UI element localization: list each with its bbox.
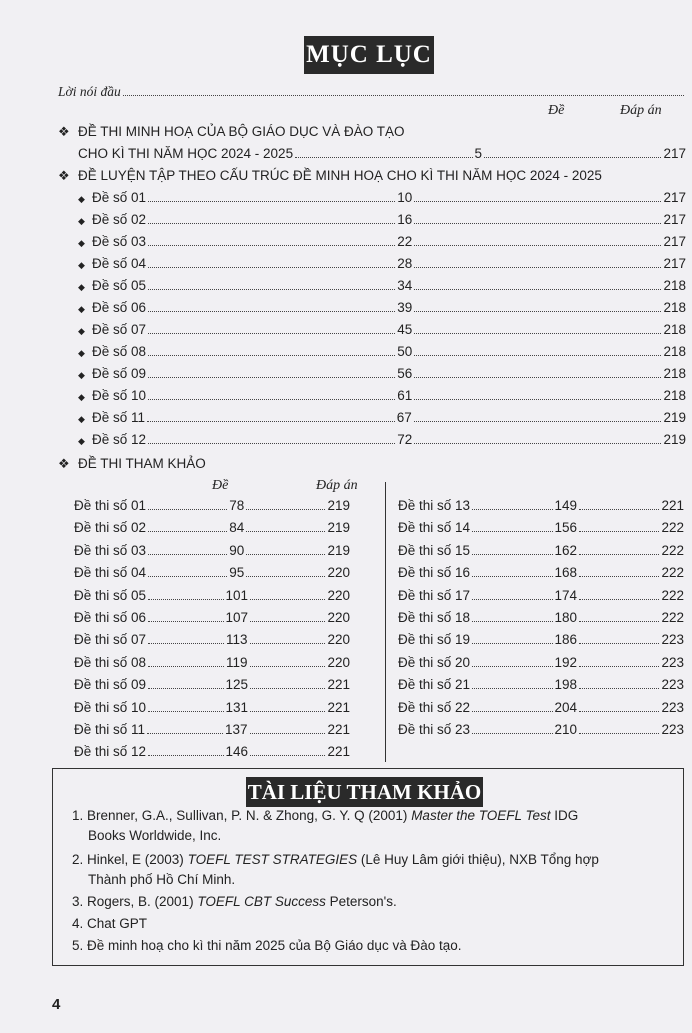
item-page: 149 bbox=[554, 498, 578, 513]
section2-item bbox=[78, 234, 686, 249]
section3-item bbox=[74, 722, 350, 737]
leader-dots bbox=[579, 531, 659, 532]
item-label: Đề số 02 bbox=[92, 212, 147, 227]
leader-dots bbox=[414, 245, 661, 246]
leader-dots bbox=[148, 289, 395, 290]
item-label: Đề số 12 bbox=[92, 432, 147, 447]
item-answer: 218 bbox=[663, 366, 687, 381]
section3-item bbox=[398, 565, 684, 580]
item-answer: 219 bbox=[327, 498, 351, 513]
bullet-icon: ◆ bbox=[78, 392, 85, 402]
item-label: Đề số 06 bbox=[92, 300, 147, 315]
leader-dots bbox=[579, 576, 659, 577]
leader-dots bbox=[148, 531, 227, 532]
item-label: Đề số 05 bbox=[92, 278, 147, 293]
column-header-de: Đề bbox=[548, 103, 565, 118]
leader-dots bbox=[472, 554, 552, 555]
leader-dots bbox=[148, 509, 227, 510]
section2-item bbox=[78, 410, 686, 425]
section1-subtitle: CHO KÌ THI NĂM HỌC 2024 - 2025 bbox=[78, 146, 294, 161]
leader-dots bbox=[123, 95, 684, 96]
diamond-star-icon: ❖ bbox=[58, 168, 70, 183]
leader-dots bbox=[250, 621, 325, 622]
item-page: 16 bbox=[397, 212, 413, 227]
item-label: Đề số 08 bbox=[92, 344, 147, 359]
item-answer: 223 bbox=[661, 632, 685, 648]
item-label: Đề thi số 13 bbox=[398, 498, 471, 513]
leader-dots bbox=[472, 576, 552, 577]
section1-answer: 217 bbox=[663, 146, 686, 161]
leader-dots bbox=[414, 355, 661, 356]
item-label: Đề thi số 01 bbox=[74, 498, 147, 513]
item-page: 39 bbox=[397, 300, 413, 315]
section3-item bbox=[398, 700, 684, 715]
leader-dots bbox=[148, 554, 227, 555]
item-page: 101 bbox=[225, 587, 249, 603]
bullet-icon: ◆ bbox=[78, 216, 85, 226]
item-answer: 223 bbox=[661, 722, 685, 737]
bullet-icon: ◆ bbox=[78, 414, 85, 424]
bullet-icon: ◆ bbox=[78, 348, 85, 358]
item-label: Đề thi số 03 bbox=[74, 542, 147, 558]
leader-dots bbox=[246, 509, 325, 510]
item-label: Đề thi số 15 bbox=[398, 542, 471, 558]
item-label: Đề thi số 23 bbox=[398, 722, 471, 737]
item-label: Đề thi số 18 bbox=[398, 610, 471, 625]
item-page: 113 bbox=[226, 632, 248, 648]
column-header-dapan: Đáp án bbox=[620, 103, 662, 118]
item-label: Đề số 04 bbox=[92, 256, 147, 271]
item-label: Đề thi số 07 bbox=[74, 632, 147, 648]
section3-item bbox=[398, 632, 684, 647]
leader-dots bbox=[250, 733, 326, 734]
leader-dots bbox=[250, 643, 326, 644]
item-answer: 220 bbox=[327, 632, 351, 648]
item-answer: 220 bbox=[327, 587, 351, 603]
leader-dots bbox=[472, 733, 552, 734]
leader-dots bbox=[414, 311, 661, 312]
page-number: 4 bbox=[52, 996, 61, 1013]
leader-dots bbox=[250, 711, 325, 712]
item-answer: 218 bbox=[663, 322, 687, 337]
preface-row bbox=[58, 84, 686, 100]
item-answer: 222 bbox=[661, 587, 685, 603]
section2-item bbox=[78, 388, 686, 403]
leader-dots bbox=[148, 599, 223, 600]
leader-dots bbox=[414, 421, 662, 422]
leader-dots bbox=[472, 509, 552, 510]
leader-dots bbox=[148, 311, 395, 312]
item-page: 67 bbox=[396, 410, 412, 425]
leader-dots bbox=[246, 531, 325, 532]
item-page: 210 bbox=[554, 722, 578, 737]
section3-header-dapan: Đáp án bbox=[316, 478, 358, 493]
item-answer: 221 bbox=[327, 744, 351, 760]
item-page: 131 bbox=[225, 699, 249, 715]
item-page: 22 bbox=[397, 234, 413, 249]
item-page: 34 bbox=[397, 278, 413, 293]
bullet-icon: ◆ bbox=[78, 194, 85, 204]
leader-dots bbox=[295, 157, 472, 158]
section3-item bbox=[74, 677, 350, 692]
leader-dots bbox=[148, 399, 395, 400]
item-answer: 222 bbox=[661, 542, 685, 558]
item-answer: 220 bbox=[327, 565, 351, 581]
leader-dots bbox=[414, 377, 661, 378]
item-answer: 221 bbox=[327, 699, 351, 715]
item-page: 137 bbox=[225, 722, 248, 737]
leader-dots bbox=[472, 711, 552, 712]
section2-title: ĐỀ LUYỆN TẬP THEO CẤU TRÚC ĐỀ MINH HOẠ CHO KÌ THI NĂM HỌC 2024 - 2025 bbox=[78, 168, 602, 183]
column-divider bbox=[385, 482, 386, 762]
item-page: 162 bbox=[554, 542, 578, 558]
item-label: Đề thi số 11 bbox=[74, 722, 146, 737]
section1-heading bbox=[58, 124, 405, 140]
section3-item bbox=[74, 498, 350, 513]
bullet-icon: ◆ bbox=[78, 370, 85, 380]
leader-dots bbox=[148, 267, 395, 268]
leader-dots bbox=[484, 157, 661, 158]
leader-dots bbox=[148, 688, 223, 689]
item-label: Đề thi số 19 bbox=[398, 632, 471, 648]
item-label: Đề thi số 04 bbox=[74, 565, 147, 581]
section3-item bbox=[74, 610, 350, 625]
leader-dots bbox=[414, 223, 661, 224]
leader-dots bbox=[472, 621, 552, 622]
item-answer: 220 bbox=[327, 610, 351, 625]
item-page: 95 bbox=[229, 565, 245, 581]
item-label: Đề thi số 06 bbox=[74, 610, 147, 625]
section3-title: ĐỀ THI THAM KHẢO bbox=[78, 456, 206, 471]
leader-dots bbox=[250, 666, 326, 667]
leader-dots bbox=[250, 688, 325, 689]
leader-dots bbox=[148, 643, 224, 644]
leader-dots bbox=[147, 421, 395, 422]
item-answer: 223 bbox=[661, 654, 685, 670]
item-page: 78 bbox=[229, 498, 245, 513]
item-label: Đề thi số 08 bbox=[74, 654, 147, 670]
item-page: 180 bbox=[554, 610, 578, 625]
item-page: 192 bbox=[554, 654, 578, 670]
section1-row bbox=[78, 146, 686, 161]
leader-dots bbox=[579, 509, 659, 510]
item-label: Đề thi số 05 bbox=[74, 587, 147, 603]
section3-item bbox=[398, 588, 684, 603]
item-answer: 218 bbox=[663, 300, 687, 315]
section3-header-de: Đề bbox=[212, 478, 229, 493]
leader-dots bbox=[414, 267, 661, 268]
item-page: 125 bbox=[225, 677, 249, 693]
item-page: 90 bbox=[229, 542, 245, 558]
item-answer: 222 bbox=[661, 610, 685, 625]
item-page: 168 bbox=[554, 565, 578, 581]
section3-item bbox=[74, 565, 350, 580]
bullet-icon: ◆ bbox=[78, 238, 85, 248]
section2-item bbox=[78, 278, 686, 293]
section3-item bbox=[398, 677, 684, 692]
item-label: Đề thi số 02 bbox=[74, 520, 147, 536]
leader-dots bbox=[148, 201, 395, 202]
item-answer: 223 bbox=[661, 699, 685, 715]
section3-item bbox=[398, 655, 684, 670]
item-page: 174 bbox=[554, 587, 578, 603]
leader-dots bbox=[148, 443, 395, 444]
item-label: Đề số 01 bbox=[92, 190, 147, 205]
leader-dots bbox=[579, 688, 659, 689]
leader-dots bbox=[148, 711, 223, 712]
item-label: Đề số 07 bbox=[92, 322, 147, 337]
section2-item bbox=[78, 322, 686, 337]
bullet-icon: ◆ bbox=[78, 304, 85, 314]
item-answer: 218 bbox=[663, 388, 687, 403]
item-page: 50 bbox=[397, 344, 413, 359]
leader-dots bbox=[472, 666, 552, 667]
item-label: Đề số 10 bbox=[92, 388, 147, 403]
item-label: Đề thi số 10 bbox=[74, 699, 147, 715]
section3-item bbox=[398, 543, 684, 558]
leader-dots bbox=[148, 666, 224, 667]
item-page: 186 bbox=[554, 632, 578, 648]
leader-dots bbox=[148, 621, 223, 622]
leader-dots bbox=[246, 576, 325, 577]
item-answer: 217 bbox=[663, 234, 687, 249]
leader-dots bbox=[148, 245, 395, 246]
reference-5: 5. Đề minh hoạ cho kì thi năm 2025 của Bộ Giáo dục và Đào tạo. bbox=[72, 938, 462, 953]
leader-dots bbox=[579, 711, 659, 712]
leader-dots bbox=[579, 666, 659, 667]
leader-dots bbox=[472, 643, 552, 644]
item-page: 10 bbox=[397, 190, 413, 205]
item-answer: 220 bbox=[327, 654, 351, 670]
section3-item bbox=[74, 744, 350, 759]
section2-item bbox=[78, 212, 686, 227]
preface-label: Lời nói đầu bbox=[58, 84, 121, 99]
reference-3: 3. Rogers, B. (2001) TOEFL CBT Success Peterson's. bbox=[72, 894, 397, 909]
section3-item bbox=[74, 655, 350, 670]
diamond-star-icon: ❖ bbox=[58, 456, 70, 471]
leader-dots bbox=[579, 554, 659, 555]
item-answer: 217 bbox=[663, 256, 687, 271]
item-page: 204 bbox=[554, 699, 578, 715]
item-answer: 219 bbox=[327, 542, 351, 558]
item-page: 119 bbox=[226, 654, 248, 670]
leader-dots bbox=[147, 733, 223, 734]
item-page: 146 bbox=[225, 744, 249, 760]
leader-dots bbox=[579, 733, 659, 734]
item-answer: 222 bbox=[661, 565, 685, 581]
section2-item bbox=[78, 300, 686, 315]
section2-item bbox=[78, 256, 686, 271]
section3-heading bbox=[58, 456, 206, 472]
item-label: Đề số 03 bbox=[92, 234, 147, 249]
leader-dots bbox=[414, 201, 661, 202]
item-page: 28 bbox=[397, 256, 413, 271]
item-answer: 221 bbox=[327, 677, 351, 693]
item-label: Đề thi số 16 bbox=[398, 565, 471, 581]
section3-item bbox=[74, 588, 350, 603]
page-title: MỤC LỤC bbox=[304, 36, 434, 74]
leader-dots bbox=[148, 377, 395, 378]
leader-dots bbox=[250, 599, 325, 600]
reference-2: 2. Hinkel, E (2003) TOEFL TEST STRATEGIES (Lê Huy Lâm giới thiệu), NXB Tổng hợp Thành phố Hồ Chí Minh. bbox=[72, 852, 599, 887]
bullet-icon: ◆ bbox=[78, 436, 85, 446]
section3-item bbox=[74, 700, 350, 715]
leader-dots bbox=[472, 599, 552, 600]
item-label: Đề số 11 bbox=[92, 410, 146, 425]
leader-dots bbox=[414, 333, 661, 334]
item-page: 61 bbox=[397, 388, 413, 403]
section1-title: ĐỀ THI MINH HOẠ CỦA BỘ GIÁO DỤC VÀ ĐÀO TẠO bbox=[78, 124, 405, 139]
item-answer: 221 bbox=[327, 722, 351, 737]
item-answer: 222 bbox=[661, 520, 685, 536]
section3-item bbox=[74, 543, 350, 558]
reference-4: 4. Chat GPT bbox=[72, 916, 148, 931]
diamond-star-icon: ❖ bbox=[58, 124, 70, 139]
section3-item bbox=[398, 498, 684, 513]
section3-item bbox=[74, 520, 350, 535]
leader-dots bbox=[250, 755, 325, 756]
leader-dots bbox=[246, 554, 325, 555]
leader-dots bbox=[579, 643, 659, 644]
section2-item bbox=[78, 344, 686, 359]
item-answer: 219 bbox=[663, 410, 686, 425]
item-label: Đề thi số 22 bbox=[398, 699, 471, 715]
item-answer: 217 bbox=[663, 212, 687, 227]
bullet-icon: ◆ bbox=[78, 326, 85, 336]
item-answer: 223 bbox=[661, 677, 685, 693]
leader-dots bbox=[148, 333, 395, 334]
item-label: Đề thi số 21 bbox=[398, 677, 471, 693]
section2-item bbox=[78, 432, 686, 447]
item-label: Đề thi số 14 bbox=[398, 520, 471, 536]
section2-item bbox=[78, 366, 686, 381]
section2-item bbox=[78, 190, 686, 205]
item-page: 156 bbox=[554, 520, 578, 536]
leader-dots bbox=[148, 355, 395, 356]
bullet-icon: ◆ bbox=[78, 282, 85, 292]
leader-dots bbox=[472, 531, 552, 532]
leader-dots bbox=[148, 755, 223, 756]
leader-dots bbox=[148, 223, 395, 224]
item-label: Đề thi số 09 bbox=[74, 677, 147, 693]
item-page: 107 bbox=[225, 610, 249, 625]
item-answer: 219 bbox=[663, 432, 687, 447]
leader-dots bbox=[414, 289, 661, 290]
section3-item bbox=[74, 632, 350, 647]
item-answer: 218 bbox=[663, 278, 687, 293]
item-label: Đề thi số 17 bbox=[398, 587, 471, 603]
section1-page: 5 bbox=[474, 146, 483, 161]
section2-heading bbox=[58, 168, 602, 184]
leader-dots bbox=[472, 688, 552, 689]
reference-1: 1. Brenner, G.A., Sullivan, P. N. & Zhong, G. Y. Q (2001) Master the TOEFL Test IDG Books Worldwide, Inc. bbox=[72, 808, 579, 843]
leader-dots bbox=[414, 399, 661, 400]
bullet-icon: ◆ bbox=[78, 260, 85, 270]
leader-dots bbox=[579, 621, 659, 622]
item-answer: 221 bbox=[661, 498, 685, 513]
item-page: 56 bbox=[397, 366, 413, 381]
item-page: 72 bbox=[397, 432, 413, 447]
leader-dots bbox=[579, 599, 659, 600]
leader-dots bbox=[414, 443, 661, 444]
section3-item bbox=[398, 722, 684, 737]
item-label: Đề số 09 bbox=[92, 366, 147, 381]
item-answer: 217 bbox=[663, 190, 687, 205]
item-page: 84 bbox=[229, 520, 245, 536]
leader-dots bbox=[148, 576, 227, 577]
section3-item bbox=[398, 520, 684, 535]
item-answer: 219 bbox=[327, 520, 351, 536]
item-page: 45 bbox=[397, 322, 413, 337]
references-title: TÀI LIỆU THAM KHẢO bbox=[246, 777, 483, 807]
section3-item bbox=[398, 610, 684, 625]
item-answer: 218 bbox=[663, 344, 687, 359]
item-page: 198 bbox=[554, 677, 578, 693]
item-label: Đề thi số 12 bbox=[74, 744, 147, 760]
item-label: Đề thi số 20 bbox=[398, 654, 471, 670]
